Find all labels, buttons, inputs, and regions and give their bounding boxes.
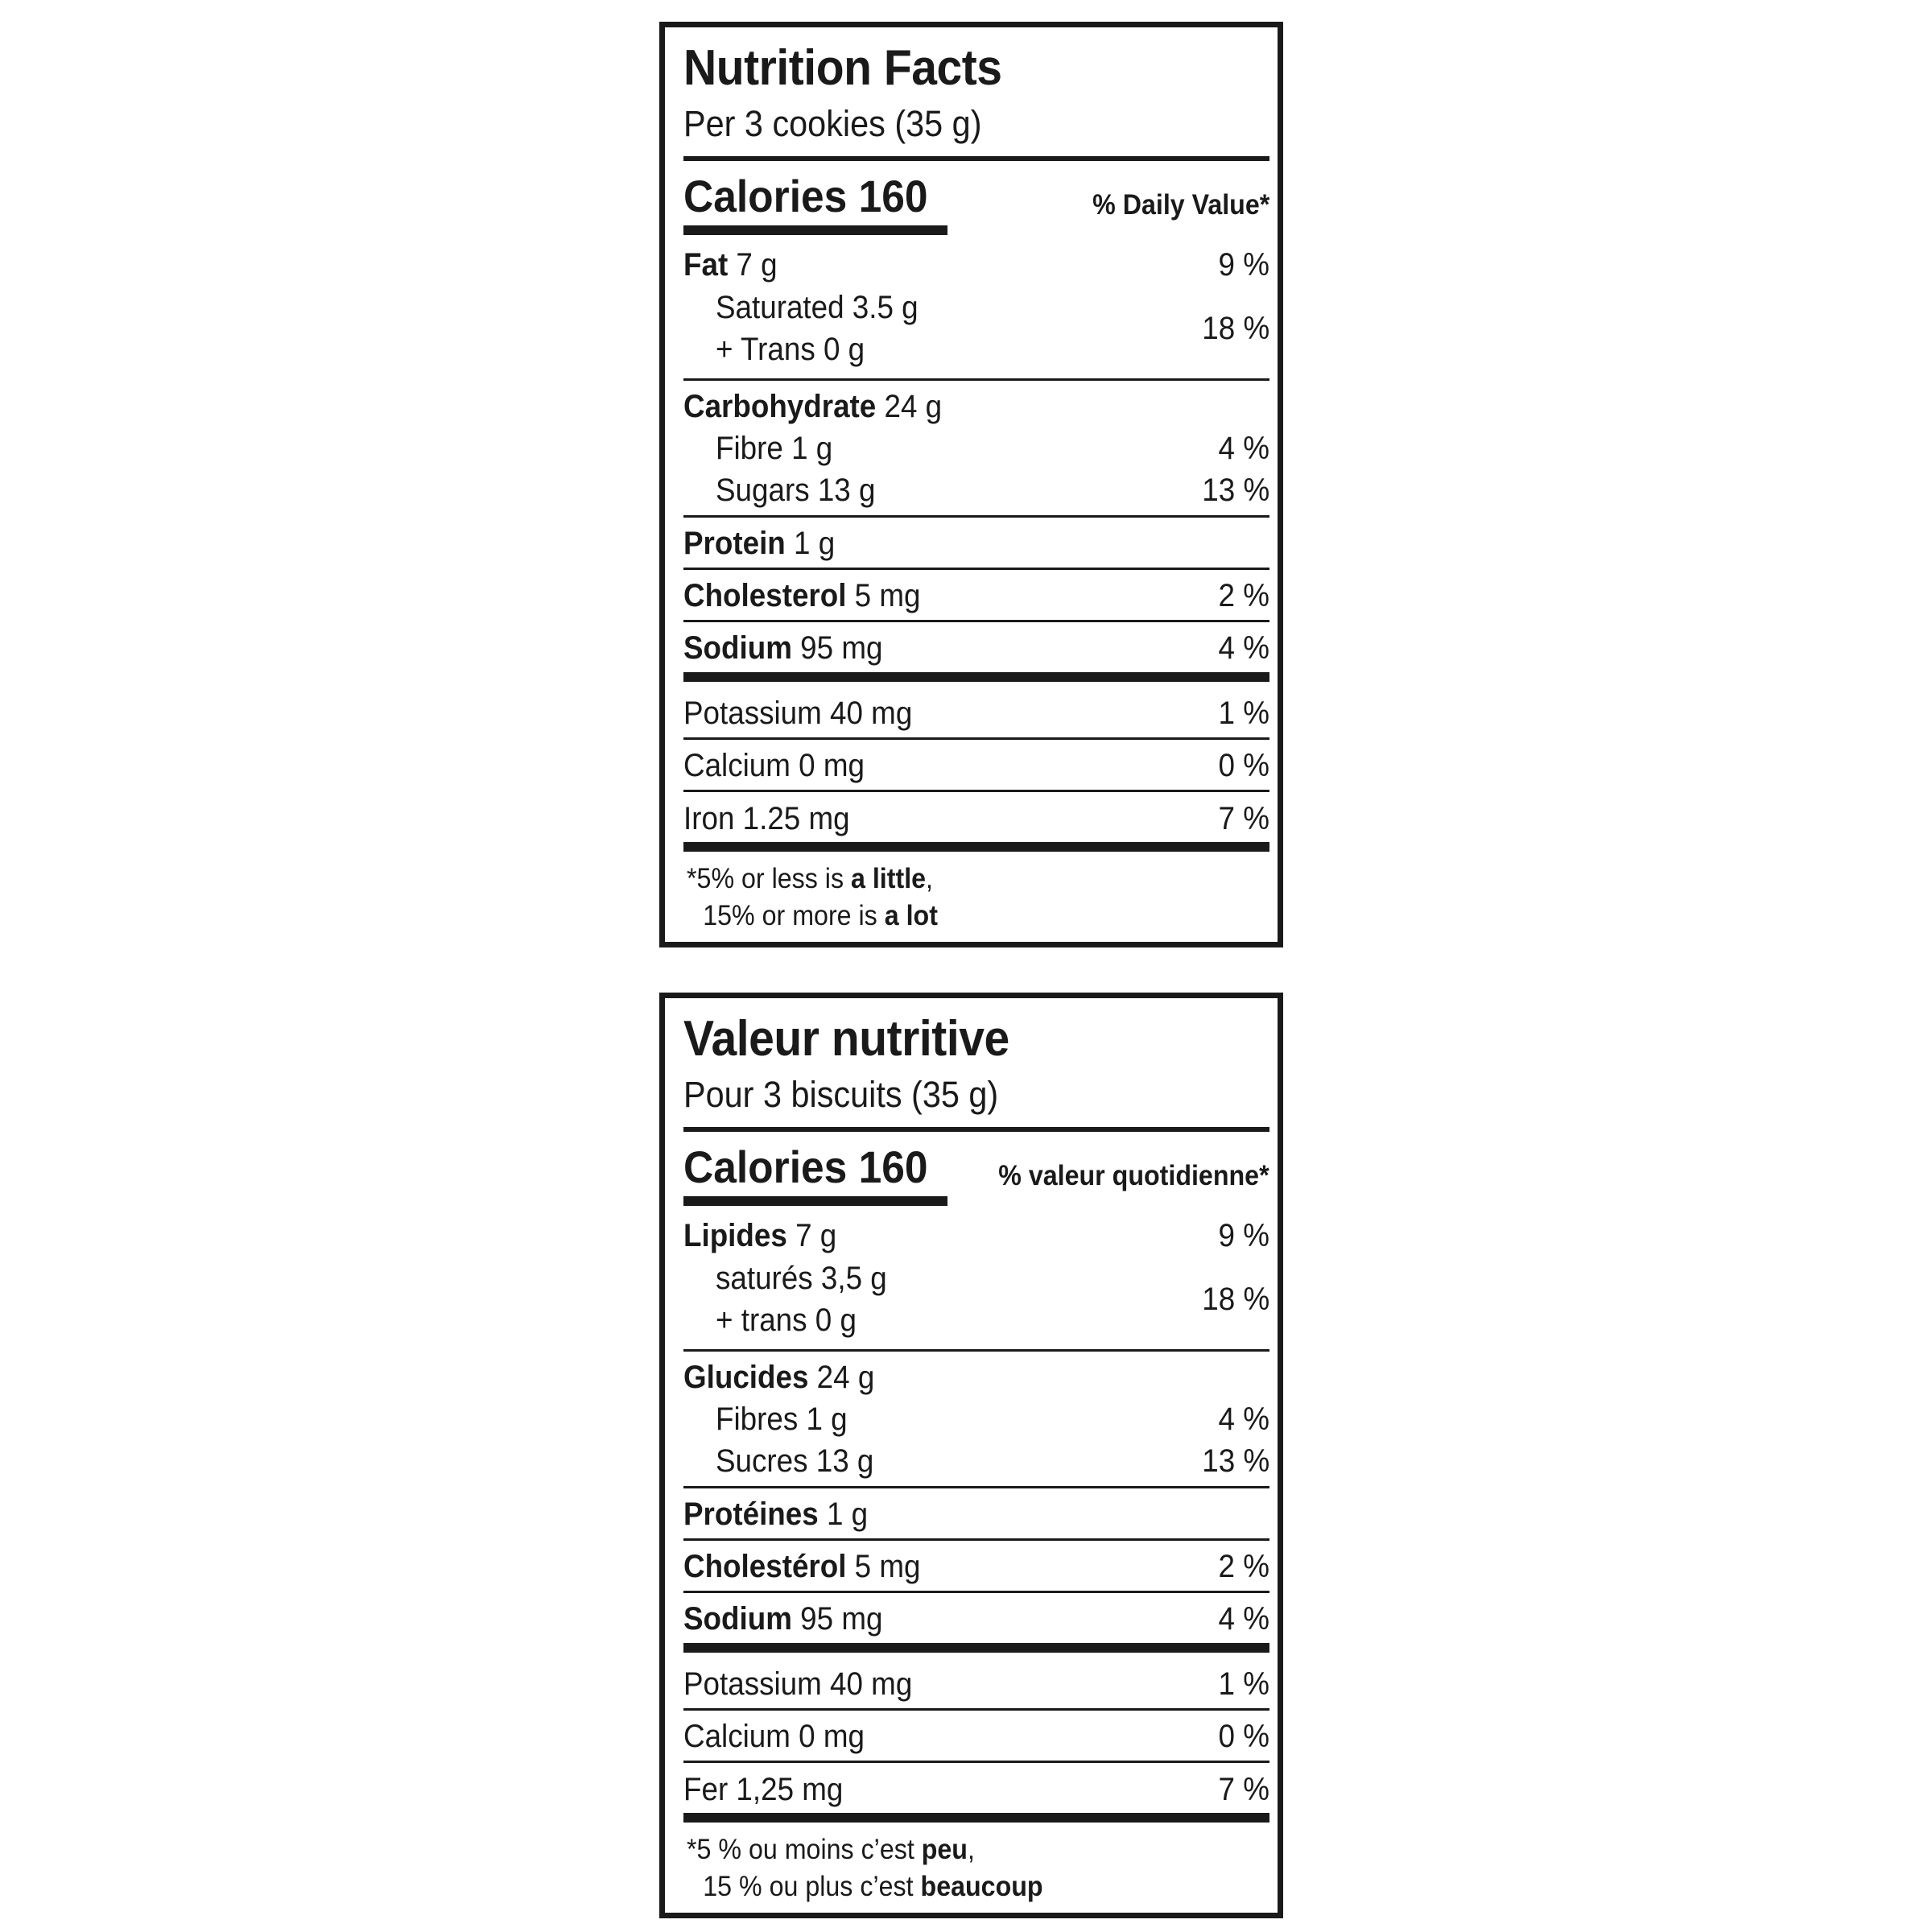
nutrient-amount: 95 mg <box>800 1601 883 1637</box>
daily-value-percent: 18 % <box>1202 1282 1269 1317</box>
nutrient-label: Fibre 1 g <box>716 431 833 466</box>
nutrient-amount: 24 g <box>884 389 943 424</box>
nutrition-facts-panel-english <box>659 22 1283 947</box>
nutrient-name: Protein <box>683 526 786 561</box>
nutrient-label: saturés 3,5 g <box>716 1261 887 1296</box>
daily-value-percent: 4 % <box>1218 1601 1269 1637</box>
nutrient-amount: 5 mg <box>854 1549 921 1584</box>
divider <box>683 515 1269 518</box>
thick-divider <box>683 842 1269 852</box>
nutrient-label: + Trans 0 g <box>716 332 865 367</box>
nutrient-label: Sugars 13 g <box>716 473 876 508</box>
divider <box>683 1538 1269 1541</box>
daily-value-percent: 0 % <box>1218 1719 1269 1754</box>
nutrient-label: + trans 0 g <box>716 1302 857 1338</box>
nutrient-amount: 7 g <box>736 247 778 283</box>
nutrient-amount: 5 mg <box>854 578 921 613</box>
daily-value-percent: 9 % <box>1218 247 1269 283</box>
nutrient-label: Sucres 13 g <box>716 1443 874 1479</box>
thick-divider <box>683 1643 1269 1653</box>
daily-value-header: % Daily Value* <box>1092 189 1269 221</box>
thick-divider <box>683 672 1269 682</box>
nutrient-label: Fibres 1 g <box>716 1402 848 1437</box>
calories-label: Calories 160 <box>683 171 928 221</box>
divider <box>683 1591 1269 1593</box>
nutrient-name: Lipides <box>683 1218 787 1253</box>
daily-value-percent: 13 % <box>1202 1443 1269 1479</box>
daily-value-percent: 7 % <box>1218 801 1269 836</box>
nutrient-label: Fer 1,25 mg <box>683 1772 844 1807</box>
serving-size: Per 3 cookies (35 g) <box>683 103 982 144</box>
nutrient-amount: 95 mg <box>800 630 883 666</box>
panel-title: Nutrition Facts <box>683 40 1002 96</box>
thick-divider <box>683 1813 1269 1823</box>
nutrient-amount: 1 g <box>794 526 836 561</box>
nutrient-label: Saturated 3.5 g <box>716 290 919 325</box>
footnote-line-1: *5 % ou moins c’est peu, <box>687 1834 975 1865</box>
serving-size: Pour 3 biscuits (35 g) <box>683 1074 999 1115</box>
divider <box>683 568 1269 570</box>
nutrient-name: Sodium <box>683 630 792 666</box>
calories-bar <box>683 1196 947 1206</box>
nutrient-name: Sodium <box>683 1601 792 1637</box>
daily-value-percent: 1 % <box>1218 1666 1269 1702</box>
calories-bar <box>683 225 947 235</box>
panel-title: Valeur nutritive <box>683 1011 1009 1067</box>
nutrient-name: Cholestérol <box>683 1549 847 1584</box>
daily-value-percent: 7 % <box>1218 1772 1269 1807</box>
nutrient-name: Glucides <box>683 1360 809 1395</box>
nutrient-label: Potassium 40 mg <box>683 696 913 731</box>
footnote-line-2: 15% or more is a lot <box>703 900 938 931</box>
daily-value-percent: 18 % <box>1202 311 1269 346</box>
daily-value-percent: 0 % <box>1218 748 1269 783</box>
nutrient-amount: 24 g <box>816 1360 875 1395</box>
nutrient-label: Calcium 0 mg <box>683 1719 865 1754</box>
daily-value-percent: 4 % <box>1218 630 1269 666</box>
footnote-line-2: 15 % ou plus c’est beaucoup <box>703 1871 1043 1902</box>
nutrient-name: Cholesterol <box>683 578 847 613</box>
divider <box>683 1349 1269 1352</box>
nutrient-label: Potassium 40 mg <box>683 1666 913 1702</box>
nutrient-label: Iron 1.25 mg <box>683 801 850 836</box>
nutrient-label: Calcium 0 mg <box>683 748 865 783</box>
divider <box>683 156 1269 161</box>
nutrient-name: Fat <box>683 247 729 283</box>
footnote-line-1: *5% or less is a little, <box>687 863 934 894</box>
daily-value-percent: 4 % <box>1218 431 1269 466</box>
divider <box>683 790 1269 792</box>
divider <box>683 1127 1269 1132</box>
daily-value-percent: 2 % <box>1218 578 1269 613</box>
nutrition-facts-panel-french <box>659 993 1283 1918</box>
divider <box>683 378 1269 381</box>
calories-label: Calories 160 <box>683 1141 928 1192</box>
nutrient-name: Protéines <box>683 1496 819 1532</box>
divider <box>683 1708 1269 1711</box>
daily-value-header: % valeur quotidienne* <box>998 1160 1269 1191</box>
footnote <box>687 1831 1043 1905</box>
nutrient-amount: 7 g <box>795 1218 837 1253</box>
nutrient-name: Carbohydrate <box>683 389 877 424</box>
daily-value-percent: 1 % <box>1218 696 1269 731</box>
daily-value-percent: 2 % <box>1218 1549 1269 1584</box>
daily-value-percent: 9 % <box>1218 1218 1269 1253</box>
divider <box>683 1486 1269 1488</box>
footnote <box>687 861 938 935</box>
daily-value-percent: 13 % <box>1202 473 1269 508</box>
divider <box>683 737 1269 740</box>
divider <box>683 620 1269 622</box>
nutrient-amount: 1 g <box>826 1496 869 1532</box>
divider <box>683 1761 1269 1763</box>
daily-value-percent: 4 % <box>1218 1402 1269 1437</box>
